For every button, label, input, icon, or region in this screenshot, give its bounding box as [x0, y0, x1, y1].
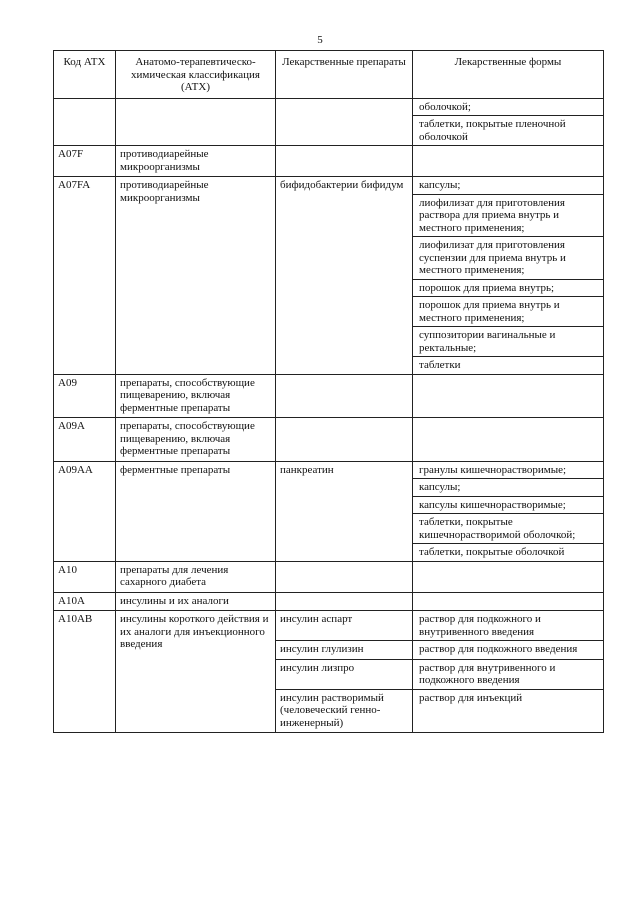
- drug-name-cell: инсулин аспарт: [276, 611, 413, 641]
- dosage-form-item: лиофилизат для приготовления раствора для приема внутрь и местного применения;: [413, 195, 603, 238]
- table-row: [54, 177, 604, 375]
- atc-code-cell: [54, 98, 116, 146]
- dosage-forms-cell: [413, 689, 604, 733]
- dosage-form-item: капсулы;: [413, 177, 603, 195]
- atc-code-cell: A10: [54, 561, 116, 592]
- table-row: [54, 461, 604, 561]
- atc-code-cell: A09: [54, 374, 116, 418]
- drug-name-cell: инсулин лизпро: [276, 659, 413, 689]
- atc-name-cell: противодиарейные микроорганизмы: [116, 146, 276, 177]
- atc-name-cell: инсулины короткого действия и их аналоги для инъекционного введения: [116, 611, 276, 733]
- atc-code-cell: A09A: [54, 418, 116, 462]
- table-row: [54, 611, 604, 641]
- dosage-form-item: гранулы кишечнорастворимые;: [413, 462, 603, 480]
- atc-name-cell: препараты, способствующие пищеварению, включая ферментные препараты: [116, 418, 276, 462]
- dosage-form-item: таблетки, покрытые пленочной оболочкой: [419, 118, 566, 143]
- dosage-forms-cell: [413, 611, 604, 641]
- atc-name-cell: препараты, способствующие пищеварению, включая ферментные препараты: [116, 374, 276, 418]
- atc-code-cell: A09AA: [54, 461, 116, 561]
- page-number: 5: [317, 34, 323, 46]
- header-atc-code: Код АТХ: [54, 51, 116, 99]
- drug-name-cell: инсулин глулизин: [276, 641, 413, 660]
- atc-name-cell: противодиарейные микроорганизмы: [116, 177, 276, 375]
- dosage-form-item: капсулы;: [413, 479, 603, 497]
- dosage-form-item: порошок для приема внутрь;: [413, 280, 603, 298]
- table-body: [54, 98, 604, 733]
- dosage-form-item: таблетки: [419, 359, 461, 371]
- dosage-form-item: суппозитории вагинальные и ректальные;: [413, 327, 603, 357]
- atc-code-cell: A10A: [54, 592, 116, 611]
- dosage-form-item: капсулы кишечнорастворимые;: [413, 497, 603, 515]
- drug-name-cell: [276, 592, 413, 611]
- drug-name-cell: [276, 98, 413, 146]
- header-dosage-forms: Лекарственные формы: [413, 51, 604, 99]
- atc-code-cell: A07F: [54, 146, 116, 177]
- dosage-form-item: раствор для подкожного и внутривенного введения: [419, 613, 541, 638]
- table-row: [54, 98, 604, 146]
- dosage-forms-cell: [413, 659, 604, 689]
- atc-code-cell: A10AB: [54, 611, 116, 733]
- table-row: [54, 592, 604, 611]
- dosage-forms-cell: [413, 374, 604, 418]
- dosage-form-item: таблетки, покрытые кишечнорастворимой оболочкой;: [413, 514, 603, 544]
- drug-name-cell: бифидобактерии бифидум: [276, 177, 413, 375]
- drug-name-cell: [276, 374, 413, 418]
- table-row: [54, 418, 604, 462]
- dosage-form-item: раствор для подкожного введения: [419, 643, 578, 655]
- dosage-forms-cell: [413, 561, 604, 592]
- dosage-forms-cell: [413, 418, 604, 462]
- dosage-forms-cell: [413, 592, 604, 611]
- dosage-form-item: таблетки, покрытые оболочкой: [419, 546, 565, 558]
- dosage-forms-cell: [413, 461, 604, 561]
- dosage-forms-cell: [413, 641, 604, 660]
- dosage-form-item: раствор для инъекций: [419, 691, 523, 704]
- header-drugs: Лекарственные препараты: [276, 51, 413, 99]
- dosage-forms-cell: [413, 177, 604, 375]
- drug-name-cell: инсулин растворимый (человеческий генно-инженерный): [276, 689, 413, 733]
- drug-name-cell: [276, 146, 413, 177]
- atc-code-cell: A07FA: [54, 177, 116, 375]
- dosage-forms-cell: [413, 146, 604, 177]
- table-row: [54, 374, 604, 418]
- table-header-row: [54, 51, 604, 99]
- atc-name-cell: ферментные препараты: [116, 461, 276, 561]
- drug-name-cell: панкреатин: [276, 461, 413, 561]
- drug-name-cell: [276, 561, 413, 592]
- drug-name-cell: [276, 418, 413, 462]
- dosage-form-item: лиофилизат для приготовления суспензии для приема внутрь и местного применения;: [413, 237, 603, 280]
- atc-name-cell: препараты для лечения сахарного диабета: [116, 561, 276, 592]
- atc-name-cell: инсулины и их аналоги: [116, 592, 276, 611]
- atc-name-cell: [116, 98, 276, 146]
- table-row: [54, 561, 604, 592]
- table-row: [54, 146, 604, 177]
- dosage-form-item: раствор для внутривенного и подкожного введения: [419, 661, 556, 686]
- dosage-forms-cell: [413, 98, 604, 146]
- header-atc-classification: Анатомо-терапевтическо-химическая классификация (АТХ): [116, 51, 276, 99]
- dosage-form-item: оболочкой;: [413, 99, 603, 117]
- atc-table: [53, 50, 604, 733]
- dosage-form-item: порошок для приема внутрь и местного применения;: [413, 297, 603, 327]
